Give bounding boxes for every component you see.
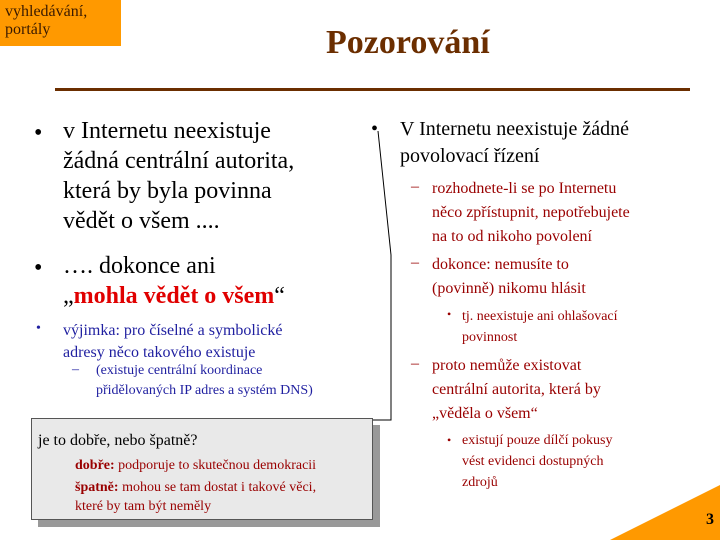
text-line: „věděla o všem“	[432, 405, 538, 422]
left-exception	[63, 320, 283, 364]
good-label: dobře:	[75, 458, 115, 473]
left-bullet-1	[63, 116, 294, 236]
text-line: proto nemůže existovat	[432, 357, 582, 374]
bad-text-2: které by tam být neměly	[75, 499, 212, 514]
bad-text: mohou se tam dostat i takové věci,	[118, 480, 317, 495]
text-line: adresy něco takového existuje	[63, 344, 256, 361]
text-line: rozhodnete-li se po Internetu	[432, 180, 617, 197]
text-line: zdrojů	[462, 475, 498, 490]
dash-marker: –	[411, 355, 419, 372]
bullet-marker: •	[34, 120, 43, 146]
open-quote: „	[63, 283, 74, 309]
text-line: (povinně) nikomu hlásit	[432, 280, 586, 297]
text-line: existují pouze dílčí pokusy	[462, 433, 613, 448]
text-line: přidělovaných IP adres a systém DNS)	[96, 383, 313, 398]
right-sub-2-detail	[462, 306, 618, 348]
bullet-marker: •	[34, 255, 43, 281]
right-bullet-1	[400, 116, 629, 170]
bad-label: špatně:	[75, 480, 119, 495]
text-line: žádná centrální autorita,	[63, 148, 295, 174]
text-line: povolovací řízení	[400, 145, 540, 167]
text-line: tj. neexistuje ani ohlašovací	[462, 309, 618, 324]
slide-title: Pozorování	[326, 24, 490, 61]
dash-marker: –	[72, 362, 79, 377]
note-good	[75, 456, 316, 475]
right-sub-1	[432, 177, 630, 249]
text-line: v Internetu neexistuje	[63, 118, 271, 144]
corner-triangle	[610, 485, 720, 540]
text-line: vést evidenci dostupných	[462, 454, 604, 469]
bullet-marker: •	[447, 307, 452, 321]
text-line: povinnost	[462, 330, 518, 345]
text-line	[63, 281, 285, 311]
close-quote: “	[274, 283, 285, 309]
note-bad	[75, 478, 316, 516]
note-question: je to dobře, nebo špatně?	[38, 432, 198, 449]
bullet-marker: •	[371, 118, 379, 140]
page-number: 3	[706, 511, 714, 528]
emphasis-text: mohla vědět o všem	[73, 283, 275, 309]
text-line: centrální autorita, která by	[432, 381, 601, 398]
note-box	[31, 418, 373, 520]
text-line: vědět o všem ....	[63, 208, 220, 234]
text-line: něco zpřístupnit, nepotřebujete	[432, 204, 630, 221]
left-exception-detail	[96, 361, 313, 401]
bullet-marker: •	[447, 433, 452, 447]
dash-marker: –	[411, 178, 419, 195]
text-line: …. dokonce ani	[63, 253, 216, 279]
text-line: na to od nikoho povolení	[432, 228, 592, 245]
text-line: (existuje centrální koordinace	[96, 363, 263, 378]
dash-marker: –	[411, 254, 419, 271]
right-sub-2	[432, 253, 586, 301]
bullet-marker: •	[36, 321, 41, 336]
text-line: která by byla povinna	[63, 178, 272, 204]
text-line: dokonce: nemusíte to	[432, 256, 569, 273]
right-sub-3	[432, 354, 601, 426]
topic-tag-text: vyhledávání, portály	[5, 3, 88, 38]
text-line: výjimka: pro číselné a symbolické	[63, 322, 283, 339]
right-sub-3-detail	[462, 430, 612, 493]
left-bullet-2	[63, 251, 285, 311]
good-text: podporuje to skutečnou demokracii	[114, 458, 317, 473]
text-line: V Internetu neexistuje žádné	[400, 118, 629, 140]
